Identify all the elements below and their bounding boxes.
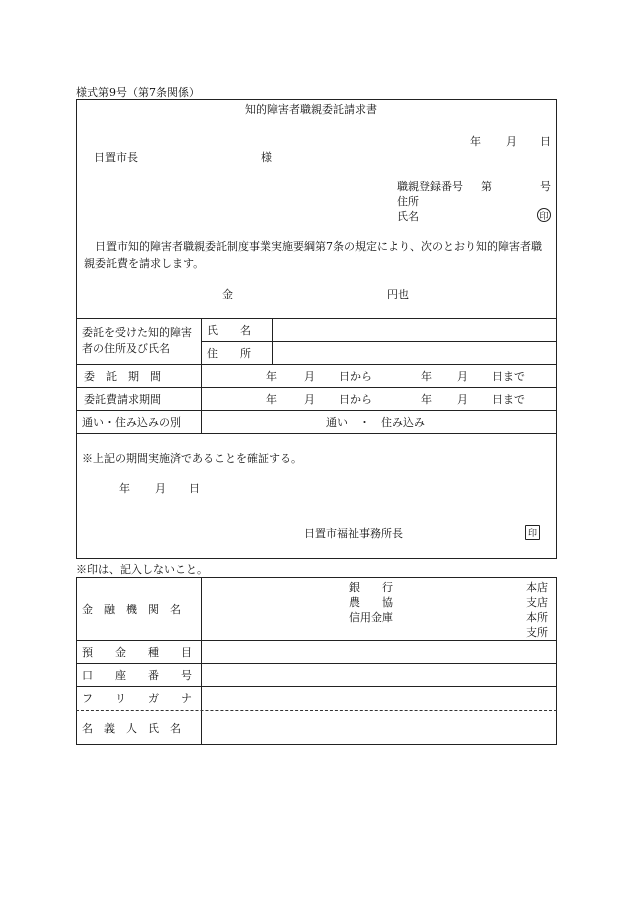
deposit-type-label: 預 金 種 目	[82, 646, 192, 659]
account-holder-label: 名 義 人 氏 名	[82, 722, 181, 735]
bank-institution-label: 金 融 機 関 名	[82, 603, 181, 616]
table-line-3	[76, 364, 557, 365]
applicant-name-label: 氏名	[397, 210, 419, 223]
form-number: 様式第9号（第7条関係）	[76, 86, 200, 99]
branch-main: 本所	[526, 611, 548, 624]
branch-branch: 支店	[526, 596, 548, 609]
entrust-period-label: 委 託 期 間	[84, 370, 161, 383]
claim-from-month: 月	[304, 393, 315, 406]
claim-to-day: 日まで	[492, 393, 525, 406]
office-seal-mark: 印	[525, 525, 540, 540]
person-name-label: 氏 名	[207, 324, 251, 337]
table-line-1	[76, 318, 557, 319]
date-year: 年	[470, 135, 481, 148]
date-month: 月	[506, 135, 517, 148]
date-day: 日	[540, 135, 551, 148]
registration-suffix: 号	[540, 180, 551, 193]
furigana-label: フ リ ガ ナ	[82, 692, 192, 705]
applicant-seal-mark: 印	[537, 208, 551, 222]
registration-prefix: 第	[481, 180, 492, 193]
certification-text: ※上記の期間実施済であることを確証する。	[82, 452, 302, 465]
request-body-text: 日置市知的障害者職親委託制度事業実施要綱第7条の規定により、次のとおり知的障害者職親委託費を請求します。	[84, 240, 542, 270]
bank-line-1	[76, 640, 557, 641]
person-address-label: 住 所	[207, 347, 251, 360]
bank-line-2	[76, 663, 557, 664]
branch-head-office: 本店	[526, 581, 548, 594]
table-line-4	[76, 387, 557, 388]
person-header: 委託を受けた知的障害者の住所及び氏名	[82, 326, 192, 355]
table-vline-2	[272, 318, 273, 364]
claim-from-year: 年	[266, 393, 277, 406]
addressee-mayor: 日置市長	[94, 151, 138, 164]
bank-line-4-dashed	[76, 710, 557, 711]
claim-to-month: 月	[457, 393, 468, 406]
certification-day: 日	[189, 482, 200, 495]
bank-type-agri: 農 協	[349, 596, 393, 609]
commute-label: 通い・住み込みの別	[82, 416, 181, 429]
bank-type-credit: 信用金庫	[349, 611, 393, 624]
bank-type-bank: 銀 行	[349, 581, 393, 594]
document-title: 知的障害者職親委託請求書	[245, 103, 377, 116]
period-from-month: 月	[304, 370, 315, 383]
period-from-day: 日から	[339, 370, 372, 383]
certification-month: 月	[155, 482, 166, 495]
table-vline-1	[201, 318, 202, 433]
welfare-office-head: 日置市福祉事務所長	[304, 527, 403, 540]
branch-sub: 支所	[526, 626, 548, 639]
addressee-honorific: 様	[261, 151, 272, 164]
claim-period-label: 委託費請求期間	[84, 393, 161, 406]
period-to-month: 月	[457, 370, 468, 383]
bank-line-3	[76, 686, 557, 687]
claim-to-year: 年	[421, 393, 432, 406]
period-from-year: 年	[266, 370, 277, 383]
table-line-2a	[201, 341, 557, 342]
note-text: ※印は、記入しないこと。	[76, 563, 208, 576]
amount-label: 金	[222, 288, 233, 301]
account-number-label: 口 座 番 号	[82, 669, 192, 682]
certification-year: 年	[119, 482, 130, 495]
amount-unit: 円也	[387, 288, 409, 301]
commute-options: 通い ・ 住み込み	[326, 416, 425, 429]
table-line-5	[76, 410, 557, 411]
period-to-day: 日まで	[492, 370, 525, 383]
period-to-year: 年	[421, 370, 432, 383]
claim-from-day: 日から	[339, 393, 372, 406]
applicant-address-label: 住所	[397, 195, 419, 208]
bank-vline	[201, 577, 202, 745]
registration-number-label: 職親登録番号	[397, 180, 463, 193]
table-line-6	[76, 433, 557, 434]
